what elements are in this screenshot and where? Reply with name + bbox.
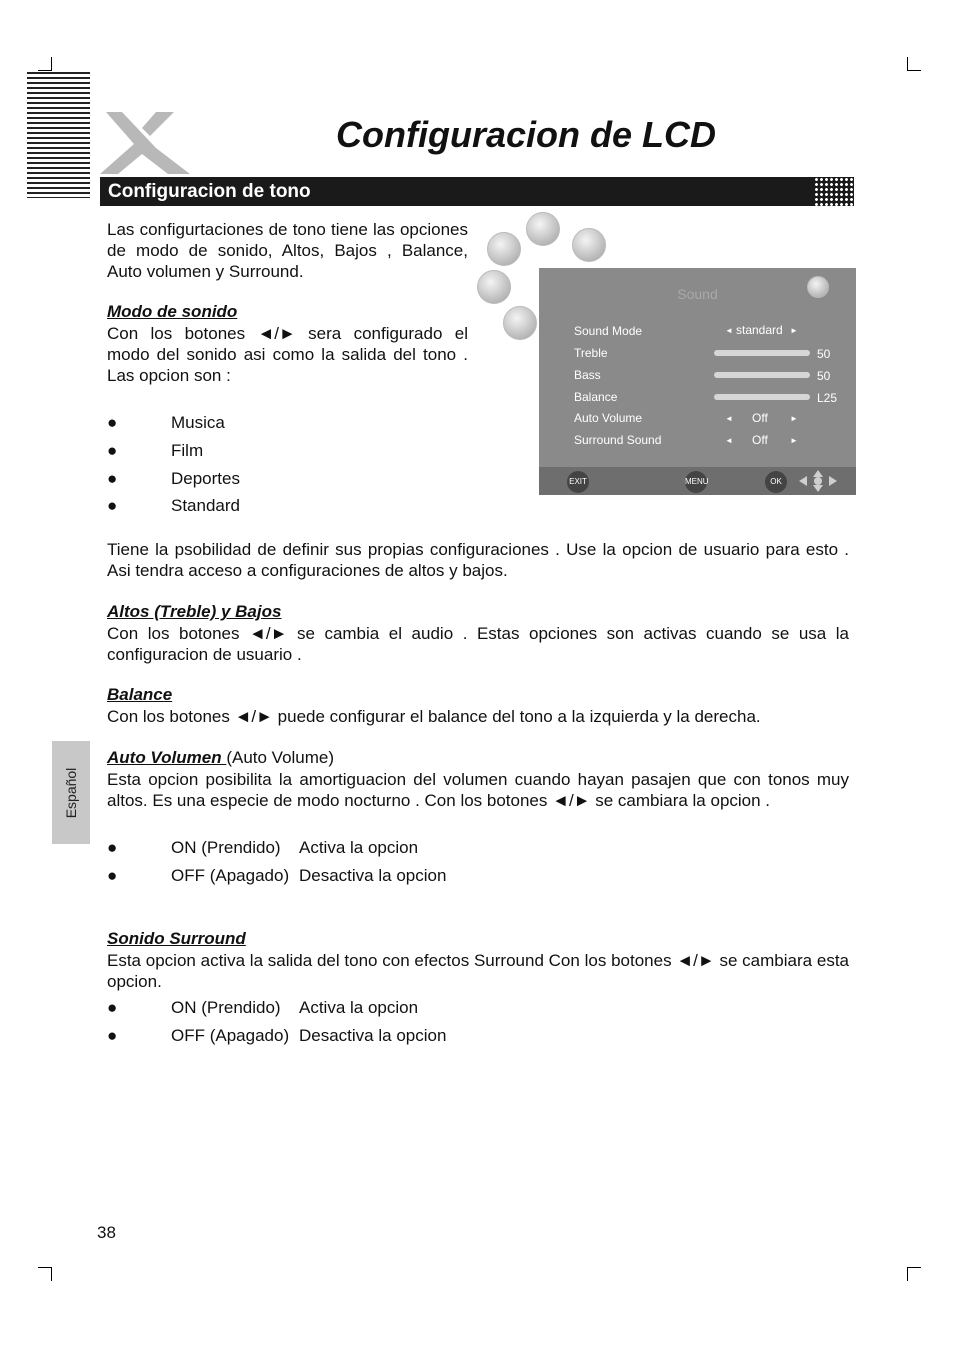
page-title: Configuracion de LCD (336, 114, 716, 155)
arrow-left-icon: ◄ (725, 414, 733, 423)
menu-icon-setup (572, 228, 606, 262)
osd-row-label: Balance (574, 390, 618, 404)
page-number: 38 (97, 1223, 116, 1242)
custom-text: Tiene la psobilidad de definir sus propias configuraciones . Use la opcion de usuario para esto . Asi tendra acceso a configuraciones de altos y bajos. (107, 540, 849, 580)
menu-icon-lock (477, 270, 511, 304)
osd-row-value: L25 (817, 391, 838, 405)
language-side-tab (52, 741, 90, 844)
arrow-right-icon: ► (790, 436, 798, 445)
halftone-dots (814, 177, 854, 206)
crop-mark-bl-v (51, 1267, 52, 1281)
heading-modo-de-sonido: Modo de sonido (107, 302, 238, 321)
heading-auto-volumen-row (107, 748, 334, 768)
decorative-stripes (27, 72, 90, 198)
crop-mark-br-v (907, 1267, 908, 1281)
osd-bubbles-icon (807, 276, 829, 298)
osd-ok-button: OK (765, 471, 787, 493)
bullet-icon: ● (107, 413, 118, 432)
osd-row-value: 50 (817, 369, 831, 383)
bullet-icon: ● (107, 441, 118, 460)
bullet-icon: ● (107, 998, 118, 1017)
osd-exit-button: EXIT (567, 471, 589, 493)
heading-auto-volumen-suffix: (Auto Volume) (226, 748, 335, 767)
osd-row-label: Sound Mode (574, 324, 643, 338)
osd-row-value: standard (736, 323, 783, 337)
osd-row-label: Auto Volume (574, 411, 643, 425)
auto-volumen-text: Esta opcion posibilita la amortiguacion del volumen cuando hayan pasajen que con tonos muy altos. Es una especie de modo nocturno . Con los botones ◄/► se cambiara la opcion . (107, 770, 849, 810)
balance-text: Con los botones ◄/► puede configurar el balance del tono a la izquierda y la derecha. (107, 707, 761, 726)
osd-row-label: Surround Sound (574, 433, 662, 447)
brand-logo-icon (98, 108, 198, 178)
crop-mark-tl (38, 70, 52, 71)
osd-row-value: 50 (817, 347, 831, 361)
altos-text: Con los botones ◄/► se cambia el audio . Estas opciones son activas cuando se usa la configuracion de usuario . (107, 624, 849, 664)
osd-footer (539, 467, 856, 495)
osd-menu-button: MENU (685, 471, 707, 493)
crop-mark-bl (38, 1267, 52, 1268)
heading-auto-volumen: Auto Volumen (107, 748, 227, 767)
crop-mark-tr-v (907, 57, 908, 71)
surround-text: Esta opcion activa la salida del tono con efectos Surround Con los botones ◄/► se cambiara esta opcion. (107, 951, 849, 991)
menu-icon-channel (487, 232, 521, 266)
bass-slider (714, 372, 810, 378)
arrow-right-icon: ► (790, 414, 798, 423)
modo-text: Con los botones ◄/► sera configurado el modo del sonido asi como la salida del tono . Las opcion son : (107, 324, 468, 385)
heading-altos-bajos: Altos (Treble) y Bajos (107, 602, 282, 621)
osd-sound-menu (539, 268, 856, 495)
bullet-icon: ● (107, 469, 118, 488)
osd-row-label: Treble (574, 346, 608, 360)
section-header-bar (100, 177, 854, 206)
treble-slider (714, 350, 810, 356)
crop-mark-br (907, 1267, 921, 1268)
heading-sonido-surround: Sonido Surround (107, 929, 246, 948)
arrow-left-icon: ◄ (725, 326, 733, 335)
section-title: Configuracion de tono (108, 181, 311, 202)
menu-icon-picture (526, 212, 560, 246)
crop-mark-tr (907, 70, 921, 71)
bullet-icon: ● (107, 496, 118, 515)
osd-row-value: Off (752, 433, 768, 447)
menu-icon-time (503, 306, 537, 340)
dpad-icon (797, 469, 839, 493)
language-label: Español (63, 767, 79, 818)
heading-balance: Balance (107, 685, 173, 704)
bullet-icon: ● (107, 838, 118, 857)
arrow-left-icon: ◄ (725, 436, 733, 445)
balance-slider (714, 394, 810, 400)
osd-title: Sound (677, 286, 718, 302)
bullet-icon: ● (107, 1026, 118, 1045)
bullet-icon: ● (107, 866, 118, 885)
arrow-right-icon: ► (790, 326, 798, 335)
osd-row-value: Off (752, 411, 768, 425)
osd-row-label: Bass (574, 368, 601, 382)
crop-mark-tl-v (51, 57, 52, 71)
intro-text: Las configurtaciones de tono tiene las opciones de modo de sonido, Altos, Bajos , Balance, Auto volumen y Surround. (107, 220, 468, 281)
